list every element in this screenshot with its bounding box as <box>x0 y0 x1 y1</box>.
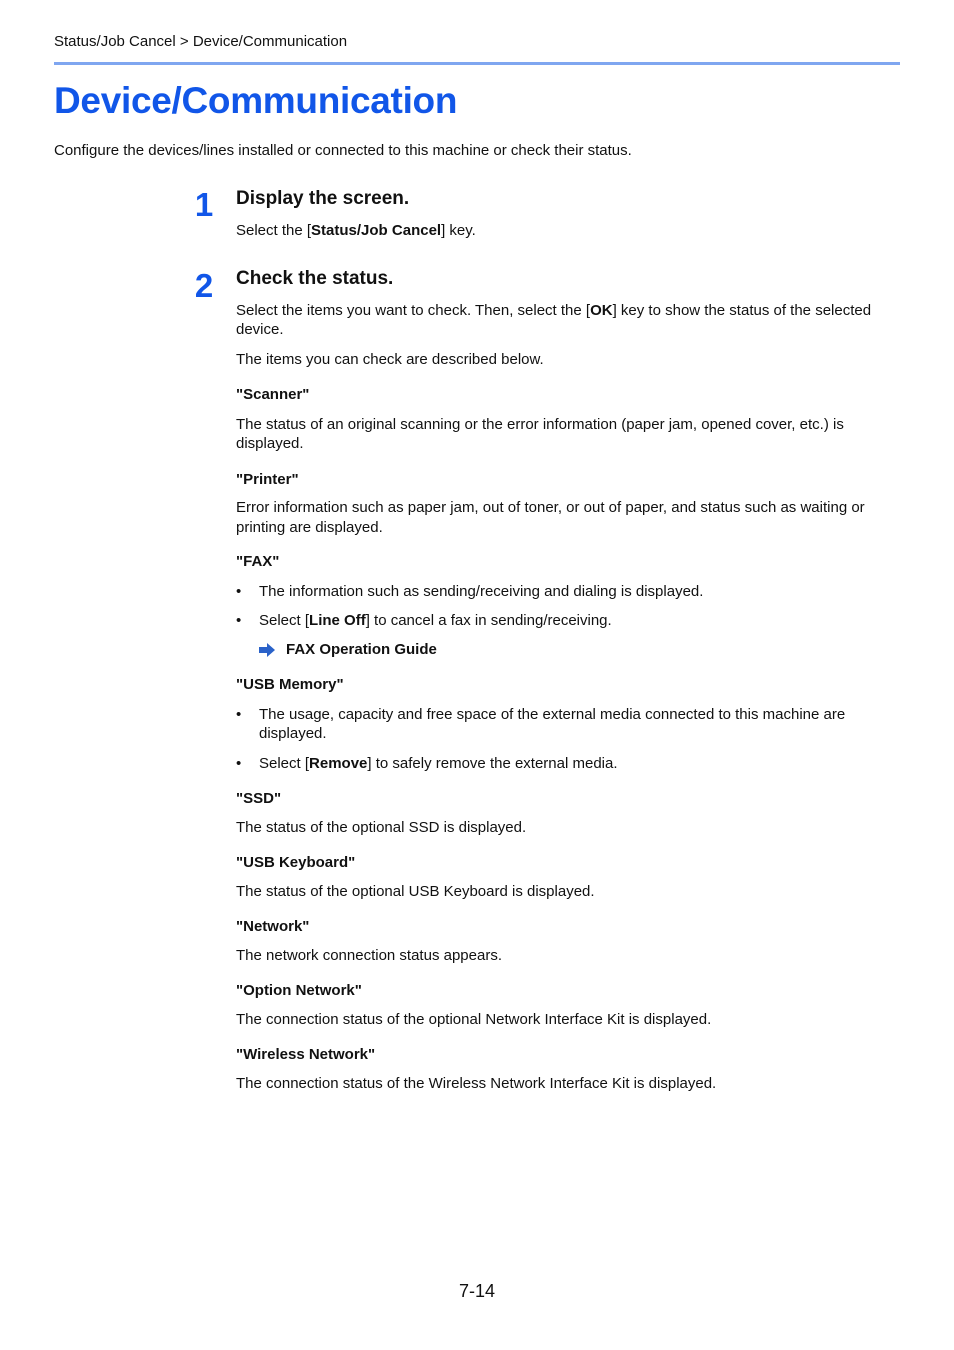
usb-memory-bullet-2: • Select [Remove] to safely remove the external media. <box>236 754 618 772</box>
scanner-heading: "Scanner" <box>236 386 310 403</box>
ssd-text: The status of the optional SSD is displayed. <box>236 818 527 836</box>
ok-key: OK <box>590 301 613 319</box>
bullet-mark: • <box>236 612 242 629</box>
header-rule <box>54 62 900 65</box>
bullet-mark: • <box>236 582 242 600</box>
fax-bullet-1: • The information such as sending/receiving and dialing is displayed. <box>236 582 704 600</box>
step-2-number: 2 <box>194 267 214 304</box>
option-network-text: The connection status of the optional Network Interface Kit is displayed. <box>236 1010 712 1028</box>
wireless-network-heading: "Wireless Network" <box>236 1046 376 1063</box>
step-1 <box>236 189 900 240</box>
step-1-title: Display the screen. <box>236 188 410 209</box>
remove-key: Remove <box>309 754 368 772</box>
ssd-heading: "SSD" <box>236 790 282 807</box>
step-2 <box>236 269 900 1093</box>
fax-operation-guide-link[interactable]: FAX Operation Guide <box>236 640 900 660</box>
scanner-text: The status of an original scanning or the error information (paper jam, opened cover, etc.) is displayed. <box>236 415 844 452</box>
usb-keyboard-text: The status of the optional USB Keyboard is displayed. <box>236 882 595 900</box>
printer-text: Error information such as paper jam, out of toner, or out of paper, and status such as waiting or printing are displayed. <box>236 499 865 536</box>
usb-memory-bullet-1: • The usage, capacity and free space of the external media connected to this machine are displayed. <box>236 705 846 742</box>
step-2-description: The items you can check are described below. <box>236 350 544 368</box>
fax-heading: "FAX" <box>236 553 280 570</box>
page-number: 7-14 <box>458 1281 496 1301</box>
bullet-mark: • <box>236 705 242 723</box>
step-1-number: 1 <box>194 186 214 223</box>
arrow-right-icon <box>259 643 275 657</box>
breadcrumb: Status/Job Cancel > Device/Communication <box>54 33 348 50</box>
usb-keyboard-heading: "USB Keyboard" <box>236 854 356 871</box>
status-job-cancel-key: Status/Job Cancel <box>311 221 442 239</box>
wireless-network-text: The connection status of the Wireless Network Interface Kit is displayed. <box>236 1074 717 1092</box>
printer-heading: "Printer" <box>236 470 299 488</box>
page-title: Device/Communication <box>54 80 458 121</box>
step-2-instruction: Select the items you want to check. Then, select the [OK] key to show the status of the selected device. <box>236 301 872 338</box>
intro-text: Configure the devices/lines installed or connected to this machine or check their status. <box>54 142 632 159</box>
fax-bullet-2: • Select [Line Off] to cancel a fax in sending/receiving. <box>236 612 612 629</box>
usb-memory-heading: "USB Memory" <box>236 676 344 693</box>
network-text: The network connection status appears. <box>236 946 502 964</box>
network-heading: "Network" <box>236 918 310 935</box>
bullet-mark: • <box>236 754 242 772</box>
line-off-key: Line Off <box>309 612 366 629</box>
option-network-heading: "Option Network" <box>236 982 362 999</box>
step-1-instruction: Select the [Status/Job Cancel] key. <box>236 221 476 239</box>
step-2-title: Check the status. <box>236 268 394 289</box>
